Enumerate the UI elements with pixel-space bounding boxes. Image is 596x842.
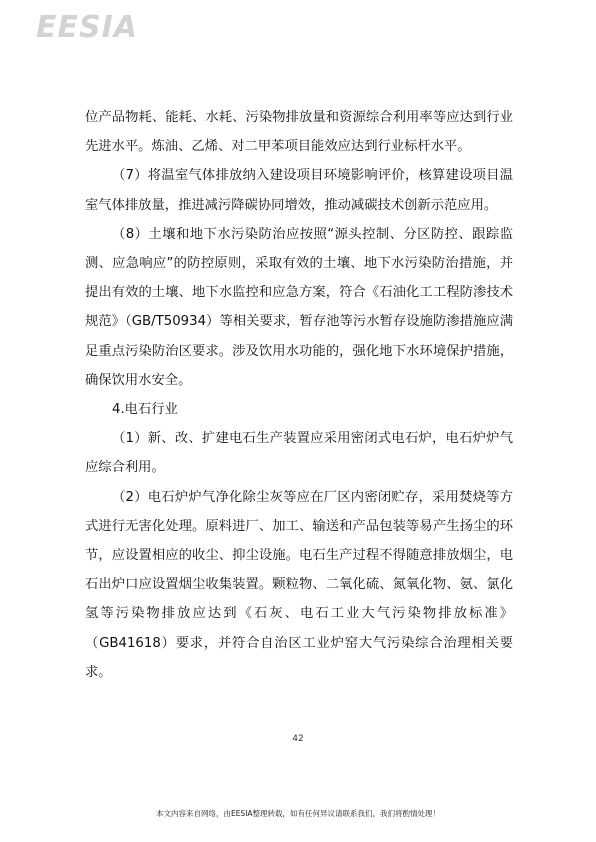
paragraph-carbide-item-1: （1）新、改、扩建电石生产装置应采用密闭式电石炉，电石炉炉气应综合利用。 [85,431,513,476]
section-heading-calcium-carbide: 4.电石行业 [112,402,178,418]
document-body [85,103,513,687]
footer-notice: 本文内容来自网络，由EESIA整理转载，如有任何异议请联系我们，我们将酌情处理！ [155,809,441,818]
paragraph-item-7: （7）将温室气体排放纳入建设项目环境影响评价，核算建设项目温室气体排放量，推进减污降碳协同增效，推动减碳技术创新示范应用。 [85,168,513,213]
eesia-logo: EESIA [36,10,138,45]
paragraph-item-8: （8）土壤和地下水污染防治应按照“源头控制、分区防控、跟踪监测、应急响应”的防控原则，采取有效的土壤、地下水污染防治措施，并提出有效的土壤、地下水监控和应急方案，符合《石油化工工程防渗技术规范》（GB/T50934）等相关要求，暂存池等污水暂存设施防渗措施应满足重点污染防治区要求。涉及饮用水功能的，强化地下水环境保护措施，确保饮用水安全。 [85,226,513,388]
paragraph-carbide-item-2: （2）电石炉炉气净化除尘灰等应在厂区内密闭贮存，采用焚烧等方式进行无害化处理。原料进厂、加工、输送和产品包装等易产生扬尘的环节，应设置相应的收尘、抑尘设施。电石生产过程不得随意排放烟尘，电石出炉口应设置烟尘收集装置。颗粒物、二氧化硫、氮氧化物、氨、氯化氢等污染物排放应达到《石灰、电石工业大气污染物排放标准》（GB41618）要求，并符合自治区工业炉窑大气污染综合治理相关要求。 [85,489,513,680]
page-number: 42 [292,734,304,744]
paragraph-continuation: 位产品物耗、能耗、水耗、污染物排放量和资源综合利用率等应达到行业先进水平。炼油、乙烯、对二甲苯项目能效应达到行业标杆水平。 [85,110,513,155]
